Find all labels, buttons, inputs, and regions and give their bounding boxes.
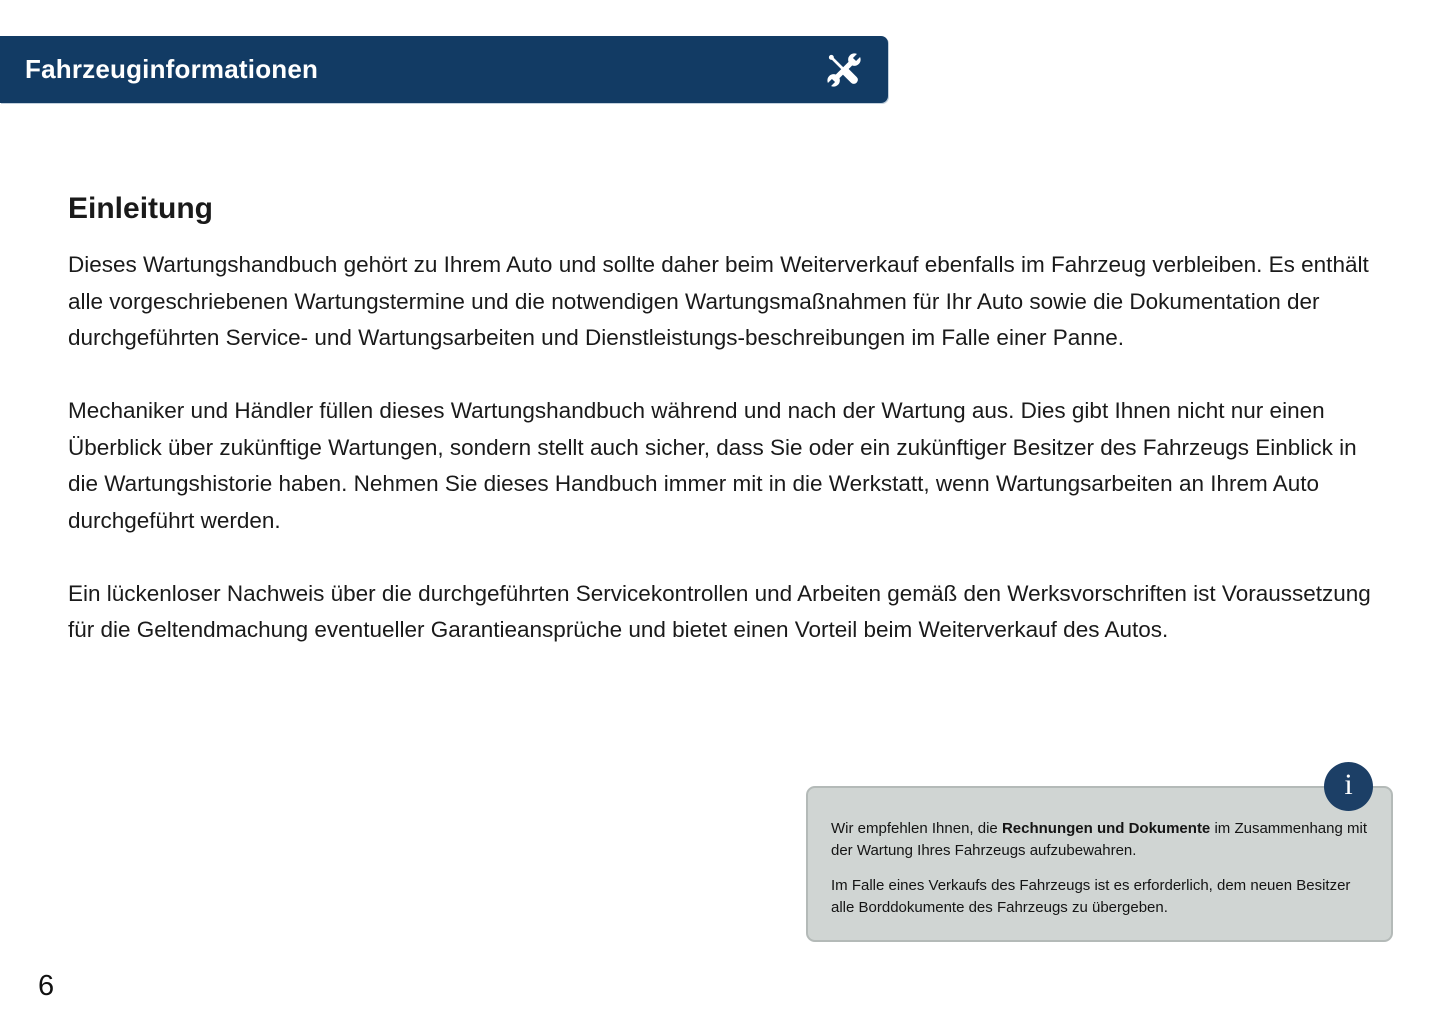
intro-paragraph-3: Ein lückenloser Nachweis über die durchgeführten Servicekontrollen und Arbeiten gemäß den Werksvorschriften ist Voraussetzung für die Geltendmachung eventueller Garantieansprüche und bietet einen Vorteil beim Weiterverkauf des Autos. (68, 580, 1371, 642)
info-note-2: Im Falle eines Verkaufs des Fahrzeugs ist es erforderlich, dem neuen Besitzer alle Borddokumente des Fahrzeugs zu übergeben. (831, 877, 1351, 916)
info-note-1 (831, 818, 1369, 861)
info-note-1-bold: Rechnungen und Dokumente (1001, 820, 1211, 837)
section-heading: Einleitung (68, 192, 213, 225)
info-note-1-suffix: im Zusammenhang mit der Wartung Ihres Fahrzeugs aufzubewahren. (831, 820, 1367, 859)
intro-paragraph-1: Dieses Wartungshandbuch gehört zu Ihrem Auto und sollte daher beim Weiterverkauf ebenfalls im Fahrzeug verbleiben. Es enthält alle vorgeschriebenen Wartungstermine und die notwendigen Wartungsmaßnahmen für Ihr Auto sowie die Dokumentation der durchgeführten Service- und Wartungsarbeiten und Dienstleistungs-beschreibungen im Falle einer Panne. (68, 252, 1369, 350)
info-note-1-prefix: Wir empfehlen Ihnen, die (831, 820, 1002, 837)
section-title: Fahrzeuginformationen (25, 54, 319, 84)
main-content (68, 192, 1382, 685)
intro-paragraph-2: Mechaniker und Händler füllen dieses Wartungshandbuch während und nach der Wartung aus. Dies gibt Ihnen nicht nur einen Überblick über zukünftige Wartungen, sondern stellt auch sicher, dass Sie oder ein zukünftiger Besitzer des Fahrzeugs Einblick in die Wartungshistorie haben. Nehmen Sie dieses Handbuch immer mit in die Werkstatt, wenn Wartungsarbeiten an Ihrem Auto durchgeführt werden. (68, 398, 1357, 533)
info-box (806, 786, 1393, 942)
tools-icon (822, 48, 866, 92)
section-header-bar (0, 36, 888, 103)
info-icon: i (1324, 762, 1373, 811)
page-number: 6 (38, 970, 55, 1002)
